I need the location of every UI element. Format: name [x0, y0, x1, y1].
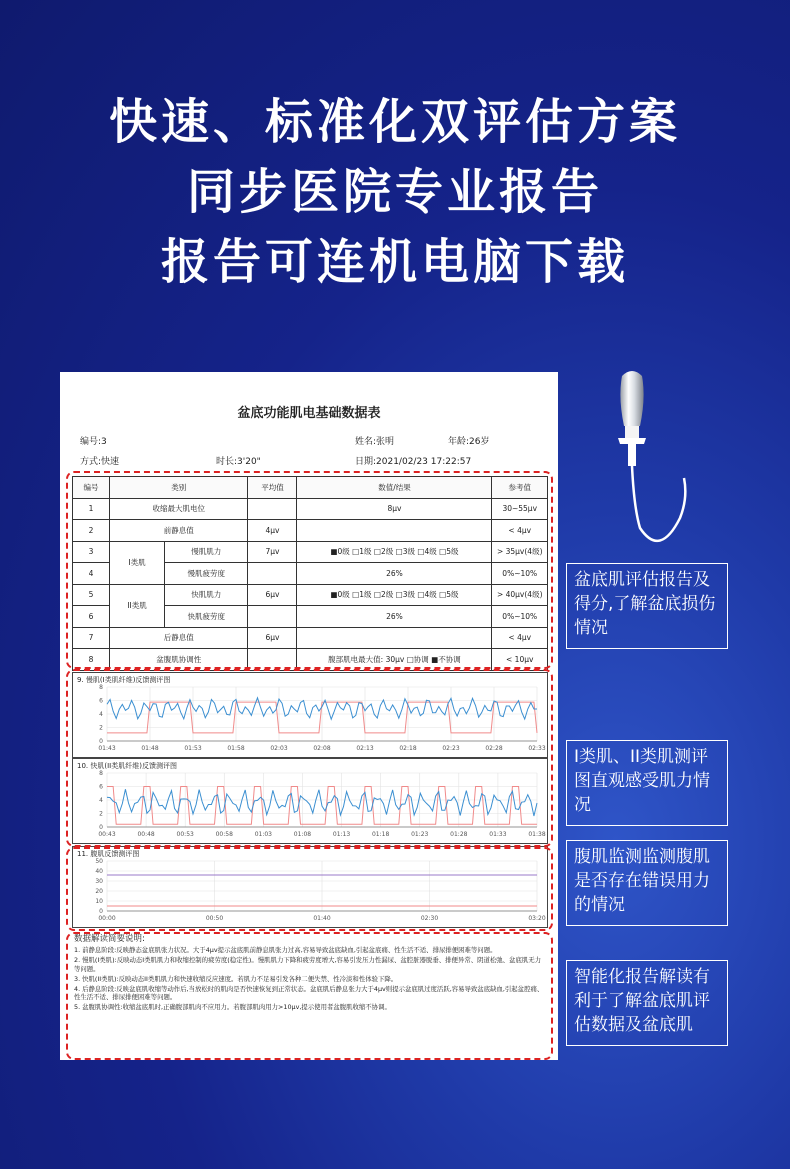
cell-category: 后静息值: [110, 627, 248, 649]
y-tick-label: 20: [95, 888, 103, 895]
header-cell: 类别: [110, 477, 248, 499]
cell-ref: 0%~10%: [492, 563, 548, 585]
x-tick-label: 02:28: [485, 745, 503, 752]
header-cell: 编号: [73, 477, 110, 499]
note-item: 4. 后静息阶段:反映盆底肌收缩等动作后,当放松时的肌肉是否快速恢复到正常状态。盆底肌后静息张力大于4μv则提示盆底肌过度活跃,容易导致盆底缺血,引起盆腔痛、性生活不适、排尿排便困难等问题。: [74, 985, 544, 1002]
cell-category: 收缩最大肌电位: [110, 498, 248, 520]
x-tick-label: 01:48: [141, 745, 159, 752]
note-item: 3. 快肌(II类肌):反映动态II类肌肌力和快速收缩反应速度。若肌力不足易引发各种二便失禁、性冷淡和性体验下降。: [74, 974, 398, 983]
y-tick-label: 40: [95, 868, 103, 875]
x-tick-label: 00:58: [215, 831, 233, 838]
cell-value: 腹部肌电最大值: 30μv □协调 ■不协调: [297, 649, 492, 671]
y-tick-label: 0: [99, 738, 103, 745]
x-tick-label: 01:33: [489, 831, 507, 838]
x-tick-label: 01:43: [98, 745, 116, 752]
cell-ref: 30~55μv: [492, 498, 548, 520]
x-tick-label: 01:13: [332, 831, 351, 838]
cell-avg: 7μv: [248, 541, 297, 563]
cell-ref: > 40μv(4级): [492, 584, 548, 606]
x-tick-label: 02:08: [313, 745, 331, 752]
x-tick-label: 00:50: [205, 915, 224, 922]
cell-no: 1: [73, 498, 110, 520]
y-tick-label: 6: [99, 697, 103, 705]
note-item: 1. 前静息阶段:反映静态盆底肌张力状况。大于4μv提示盆底肌前静息肌张力过高,容易导致盆底缺血,引起盆底痛、性生活不适、排尿排便困难等问题。: [74, 946, 497, 955]
meta-id: 编号:3: [80, 437, 107, 447]
x-tick-label: 03:20: [528, 915, 546, 922]
x-tick-label: 01:08: [293, 831, 312, 838]
notes-highlight-frame: [66, 932, 553, 1060]
chart-title: 10. 快肌(II类肌纤维)反馈测评图: [77, 762, 177, 770]
x-tick-label: 02:03: [270, 745, 288, 752]
meta-duration: 时长:3'20": [216, 457, 261, 467]
cell-no: 2: [73, 520, 110, 542]
x-tick-label: 01:23: [411, 831, 429, 838]
cell-category: 快肌疲劳度: [165, 606, 248, 628]
x-tick-label: 01:38: [528, 831, 546, 838]
headline-line-1: 快速、标准化双评估方案: [108, 94, 681, 150]
y-tick-label: 6: [99, 783, 103, 791]
y-tick-label: 0: [99, 824, 103, 831]
abdominal-highlight-frame: [66, 847, 553, 931]
cell-no: 5: [73, 584, 110, 606]
cell-no: 8: [73, 649, 110, 671]
header-cell: 参考值: [492, 477, 548, 499]
cell-category: 前静息值: [110, 520, 248, 542]
y-tick-label: 4: [99, 797, 103, 804]
cell-category: 盆腹肌协调性: [110, 649, 248, 671]
cell-avg: 6μv: [248, 627, 297, 649]
y-tick-label: 2: [99, 724, 103, 732]
cell-ref: < 4μv: [492, 627, 548, 649]
y-tick-label: 30: [95, 878, 103, 885]
table-highlight-frame: [66, 471, 553, 669]
header-cell: 数值/结果: [297, 477, 492, 499]
y-tick-label: 10: [95, 898, 103, 905]
meta-date: 日期:2021/02/23 17:22:57: [355, 457, 472, 467]
cell-category: 慢肌肌力: [165, 541, 248, 563]
x-tick-label: 02:30: [420, 915, 439, 922]
notes-heading: 数据解读简要说明:: [74, 934, 145, 944]
cell-value: 26%: [297, 563, 492, 585]
x-tick-label: 02:18: [399, 745, 417, 752]
note-item: 2. 慢肌(I类肌):反映动态I类肌肌力和收缩控制的疲劳度(稳定性)。慢肌肌力下降和疲劳度增大,容易引发压力性漏尿、盆腔脏器脱垂、排便异常、阴道松弛、盆底肌无力等问题。: [74, 956, 542, 973]
muscle-chart-highlight-frame: [66, 669, 553, 847]
x-tick-label: 01:28: [450, 831, 468, 838]
x-tick-label: 02:33: [528, 745, 546, 752]
meta-age: 年龄:26岁: [448, 437, 490, 447]
cell-ref: 0%~10%: [492, 606, 548, 628]
x-tick-label: 00:53: [176, 831, 194, 838]
chart-title: 9. 慢肌(I类肌纤维)反馈测评图: [77, 676, 171, 684]
cell-no: 7: [73, 627, 110, 649]
x-tick-label: 01:03: [254, 831, 273, 838]
cell-category: 慢肌疲劳度: [165, 563, 248, 585]
x-tick-label: 02:23: [442, 745, 460, 752]
cell-value: ■0级 □1级 □2级 □3级 □4级 □5级: [297, 584, 492, 606]
cell-avg: 6μv: [248, 584, 297, 606]
cell-avg: 4μv: [248, 520, 297, 542]
cell-group: I类肌: [110, 541, 165, 584]
report-title: 盆底功能肌电基础数据表: [237, 406, 381, 421]
y-tick-label: 2: [99, 810, 103, 818]
x-tick-label: 01:40: [313, 915, 331, 922]
x-tick-label: 00:48: [137, 831, 155, 838]
cell-ref: < 4μv: [492, 520, 548, 542]
header-cell: 平均值: [248, 477, 297, 499]
callout-muscle-chart: I类肌、II类肌测评图直观感受肌力情况: [566, 740, 728, 826]
y-tick-label: 8: [99, 770, 103, 777]
meta-mode: 方式:快速: [80, 457, 120, 467]
report-sheet: [60, 372, 558, 1060]
cell-no: 6: [73, 606, 110, 628]
cell-value: 8μv: [297, 498, 492, 520]
cell-value: ■0级 □1级 □2级 □3级 □4级 □5级: [297, 541, 492, 563]
headline-line-3: 报告可连机电脑下载: [160, 234, 629, 290]
meta-name: 姓名:张明: [355, 437, 395, 447]
x-tick-label: 00:00: [98, 915, 116, 922]
cell-group: II类肌: [110, 584, 165, 627]
callout-interpretation: 智能化报告解读有利于了解盆底肌评估数据及盆底肌: [566, 960, 728, 1046]
x-tick-label: 02:13: [356, 745, 374, 752]
y-tick-label: 8: [99, 684, 103, 691]
x-tick-label: 00:43: [98, 831, 116, 838]
cell-category: 快肌肌力: [165, 584, 248, 606]
cell-no: 4: [73, 563, 110, 585]
note-item: 5. 盆腹肌协调性:收缩盆底肌时,正确腹部肌肉不应用力。若腹部肌肉用力>10μv,提示使用者盆腹肌收缩不协调。: [74, 1003, 391, 1012]
chart-title: 11. 腹肌反馈测评图: [77, 850, 140, 858]
headline-line-2: 同步医院专业报告: [186, 164, 603, 220]
callout-abdominal: 腹肌监测监测腹肌是否存在错误用力的情况: [566, 840, 728, 926]
x-tick-label: 01:53: [184, 745, 202, 752]
y-tick-label: 0: [99, 908, 103, 915]
y-tick-label: 4: [99, 711, 103, 718]
pelvic-probe-device-icon: [600, 368, 710, 553]
cell-value: 26%: [297, 606, 492, 628]
x-tick-label: 01:58: [227, 745, 245, 752]
x-tick-label: 01:18: [371, 831, 390, 838]
callout-report-score: 盆底肌评估报告及得分,了解盆底损伤情况: [566, 563, 728, 649]
cell-ref: < 10μv: [492, 649, 548, 671]
cell-no: 3: [73, 541, 110, 563]
y-tick-label: 50: [95, 858, 103, 865]
cell-ref: > 35μv(4级): [492, 541, 548, 563]
